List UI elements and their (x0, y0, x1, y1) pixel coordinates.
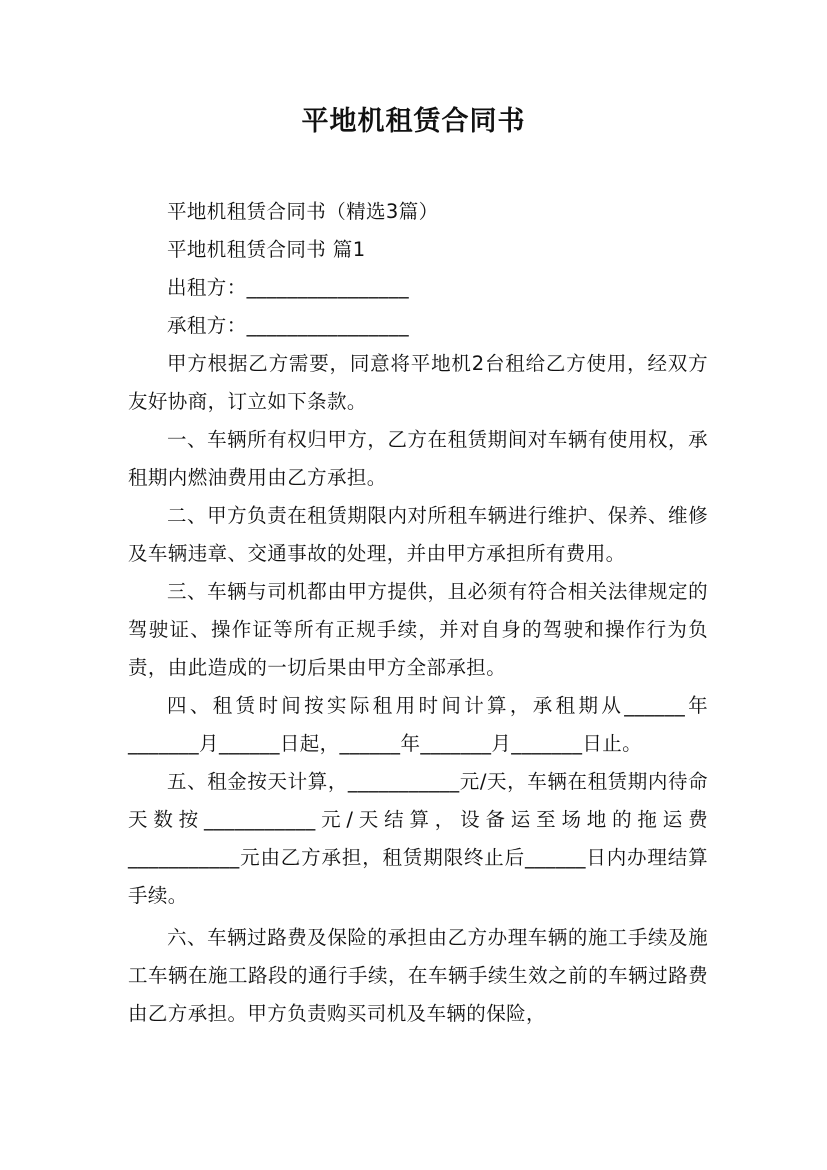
paragraph-clause-1: 一、车辆所有权归甲方，乙方在租赁期间对车辆有使用权，承租期内燃油费用由乙方承担。 (128, 428, 708, 489)
paragraph-clause-2: 二、甲方负责在租赁期限内对所租车辆进行维护、保养、维修及车辆违章、交通事故的处理，并由甲方承担所有费用。 (128, 504, 708, 565)
paragraph-section-heading: 平地机租赁合同书 篇1 (167, 238, 366, 261)
paragraph-clause-4: 四、租赁时间按实际租用时间计算，承租期从______年_______月______日起，______年_______月_______日止。 (128, 694, 708, 755)
paragraph-clause-6: 六、车辆过路费及保险的承担由乙方办理车辆的施工手续及施工车辆在施工路段的通行手续，在车辆手续生效之前的车辆过路费由乙方承担。甲方负责购买司机及车辆的保险， (128, 926, 708, 1025)
paragraph-lessee: 承租方：________________ (167, 314, 409, 337)
paragraph-clause-5: 五、租金按天计算，___________元/天，车辆在租赁期内待命天数按___________元/天结算，设备运至场地的拖运费___________元由乙方承担，租赁期限终止后______日内办理结算手续。 (128, 770, 708, 907)
paragraph-intro: 甲方根据乙方需要，同意将平地机2台租给乙方使用，经双方友好协商，订立如下条款。 (128, 352, 708, 413)
document-body (128, 193, 708, 1033)
paragraph-lessor: 出租方：________________ (167, 276, 409, 299)
document-title: 平地机租赁合同书 (301, 106, 526, 137)
paragraph-clause-3: 三、车辆与司机都由甲方提供，且必须有符合相关法律规定的驾驶证、操作证等所有正规手续，并对自身的驾驶和操作行为负责，由此造成的一切后果由甲方全部承担。 (128, 580, 708, 679)
paragraph-subtitle: 平地机租赁合同书（精选3篇） (167, 200, 439, 223)
